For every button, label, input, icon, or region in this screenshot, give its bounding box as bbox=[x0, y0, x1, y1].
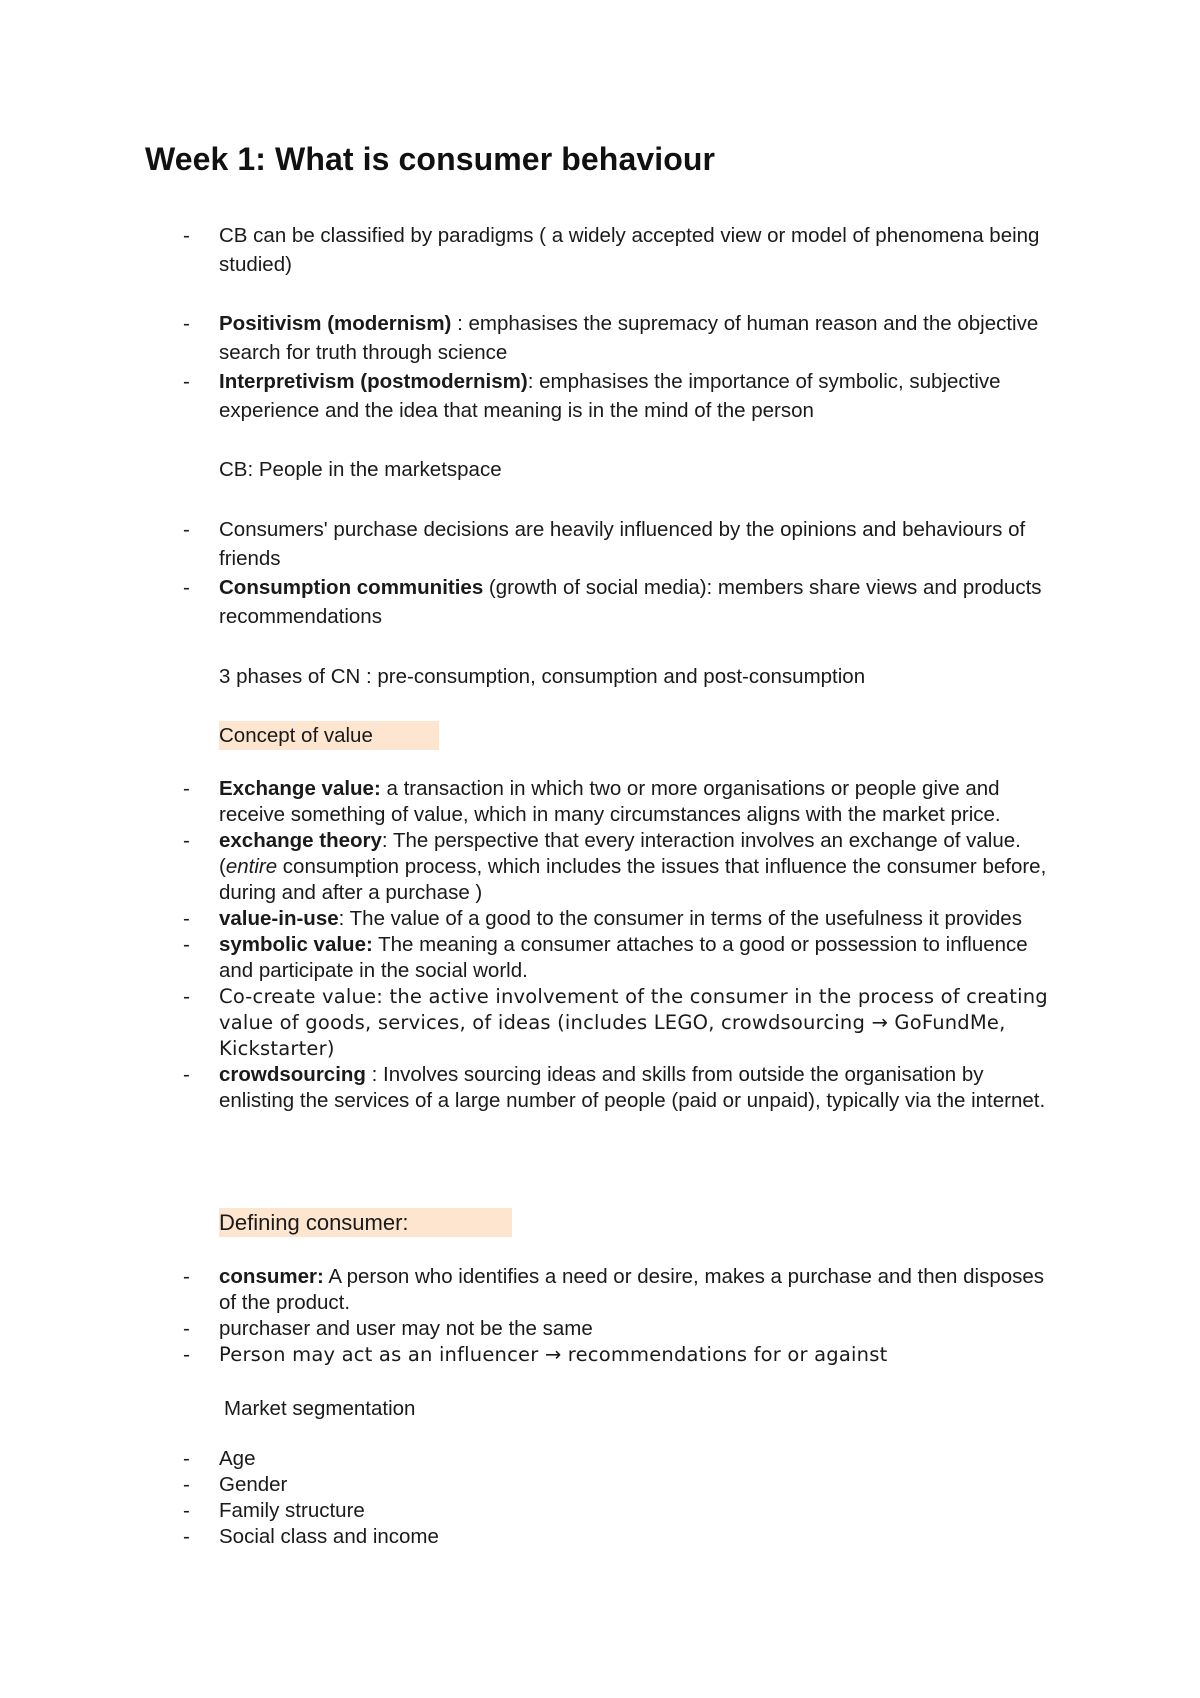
list-item bbox=[0, 776, 1049, 828]
item-text: consumption process, which includes the issues that influence the consumer before, during and after a purchase ) bbox=[219, 855, 1047, 904]
list-item bbox=[0, 1446, 1049, 1472]
item-text: Social class and income bbox=[219, 1525, 439, 1548]
item-text: The meaning a consumer attaches to a good or possession to influence and participate in the social world. bbox=[219, 933, 1028, 982]
item-text: Age bbox=[219, 1447, 256, 1470]
term: value-in-use bbox=[219, 907, 339, 930]
marketspace-section bbox=[0, 455, 1200, 484]
item-text: : emphasises the importance of symbolic, subjective experience and the idea that meaning is in the mind of the person bbox=[219, 370, 1001, 422]
list-item bbox=[0, 1472, 1049, 1498]
value-list bbox=[0, 776, 1200, 1114]
bullet-dash: - bbox=[183, 1525, 190, 1548]
bullet-dash: - bbox=[183, 518, 190, 541]
bullet-dash: - bbox=[183, 1063, 190, 1086]
item-text: A person who identifies a need or desire, makes a purchase and then disposes of the product. bbox=[219, 1265, 1045, 1314]
item-text: (growth of social media): members share views and products recommendations bbox=[219, 576, 1042, 628]
item-text: : The perspective that every interaction involves an exchange of value. ( bbox=[219, 829, 1021, 878]
list-item bbox=[0, 1342, 1049, 1368]
bullet-dash: - bbox=[183, 312, 190, 335]
bullet-dash: - bbox=[183, 1343, 191, 1366]
list-item bbox=[0, 984, 1049, 1062]
list-item bbox=[0, 828, 1049, 906]
bullet-dash: - bbox=[183, 576, 190, 599]
consumer-list bbox=[0, 1264, 1200, 1368]
list-item bbox=[0, 1062, 1049, 1114]
item-text: : emphasises the supremacy of human reason and the objective search for truth through science bbox=[219, 312, 1039, 364]
intro-section bbox=[0, 221, 1200, 279]
item-text: : The value of a good to the consumer in terms of the usefulness it provides bbox=[338, 907, 1022, 930]
item-text: a transaction in which two or more organisations or people give and receive something of value, which in many circumstances aligns with the market price. bbox=[219, 777, 1001, 826]
segmentation-heading: Market segmentation bbox=[224, 1397, 416, 1420]
item-text: purchaser and user may not be the same bbox=[219, 1317, 593, 1340]
item-text: : Involves sourcing ideas and skills from outside the organisation by enlisting the services of a large number of people (paid or unpaid), typically via the internet. bbox=[219, 1063, 1046, 1112]
item-text: Co-create value: the active involvement of the consumer in the process of creating value of goods, services, of ideas (includes LEGO, crowdsourcing → GoFundMe, Kickstarter) bbox=[219, 985, 1048, 1060]
bullet-dash: - bbox=[183, 1265, 190, 1288]
term: consumer: bbox=[219, 1265, 324, 1288]
list-item bbox=[0, 221, 1049, 279]
term: Exchange value: bbox=[219, 777, 381, 800]
bullet-dash: - bbox=[183, 1473, 190, 1496]
bullet-dash: - bbox=[183, 985, 191, 1008]
list-item bbox=[0, 367, 1049, 425]
phases-line bbox=[0, 662, 1200, 691]
bullet-dash: - bbox=[183, 1499, 190, 1522]
marketspace-list bbox=[0, 515, 1200, 631]
bullet-dash: - bbox=[183, 829, 190, 852]
term: crowdsourcing bbox=[219, 1063, 366, 1086]
list-item bbox=[0, 1524, 1049, 1550]
bullet-dash: - bbox=[183, 1447, 190, 1470]
item-text: Family structure bbox=[219, 1499, 365, 1522]
phases-text: 3 phases of CN : pre-consumption, consumption and post-consumption bbox=[219, 665, 866, 688]
item-text: Gender bbox=[219, 1473, 288, 1496]
segmentation-heading-row bbox=[0, 1396, 1200, 1422]
page-title: Week 1: What is consumer behaviour bbox=[145, 141, 716, 177]
term: Positivism (modernism) bbox=[219, 312, 452, 335]
segmentation-list bbox=[0, 1446, 1200, 1550]
list-item bbox=[0, 1316, 1049, 1342]
term: symbolic value: bbox=[219, 933, 373, 956]
bullet-dash: - bbox=[183, 907, 190, 930]
section-heading: CB: People in the marketspace bbox=[219, 458, 502, 481]
list-item bbox=[0, 906, 1049, 932]
bullet-dash: - bbox=[183, 224, 190, 247]
list-item bbox=[0, 573, 1049, 631]
list-item bbox=[0, 932, 1049, 984]
item-text: CB can be classified by paradigms ( a widely accepted view or model of phenomena being studied) bbox=[219, 224, 1040, 276]
value-heading: Concept of value bbox=[219, 721, 439, 750]
term: exchange theory bbox=[219, 829, 382, 852]
list-item bbox=[0, 309, 1049, 367]
consumer-heading: Defining consumer: bbox=[219, 1208, 512, 1237]
bullet-dash: - bbox=[183, 777, 190, 800]
list-item bbox=[0, 1498, 1049, 1524]
paradigms-section bbox=[0, 309, 1200, 425]
value-heading-row bbox=[0, 721, 1200, 750]
bullet-dash: - bbox=[183, 1317, 190, 1340]
consumer-heading-row bbox=[0, 1208, 1200, 1237]
term: Interpretivism (postmodernism) bbox=[219, 370, 528, 393]
list-item bbox=[0, 515, 1049, 573]
item-text: Consumers' purchase decisions are heavily influenced by the opinions and behaviours of friends bbox=[219, 518, 1026, 570]
term: Consumption communities bbox=[219, 576, 484, 599]
bullet-dash: - bbox=[183, 370, 190, 393]
item-text: Person may act as an influencer → recommendations for or against bbox=[219, 1343, 888, 1366]
list-item bbox=[0, 1264, 1049, 1316]
italic-text: entire bbox=[225, 855, 278, 878]
bullet-dash: - bbox=[183, 933, 190, 956]
